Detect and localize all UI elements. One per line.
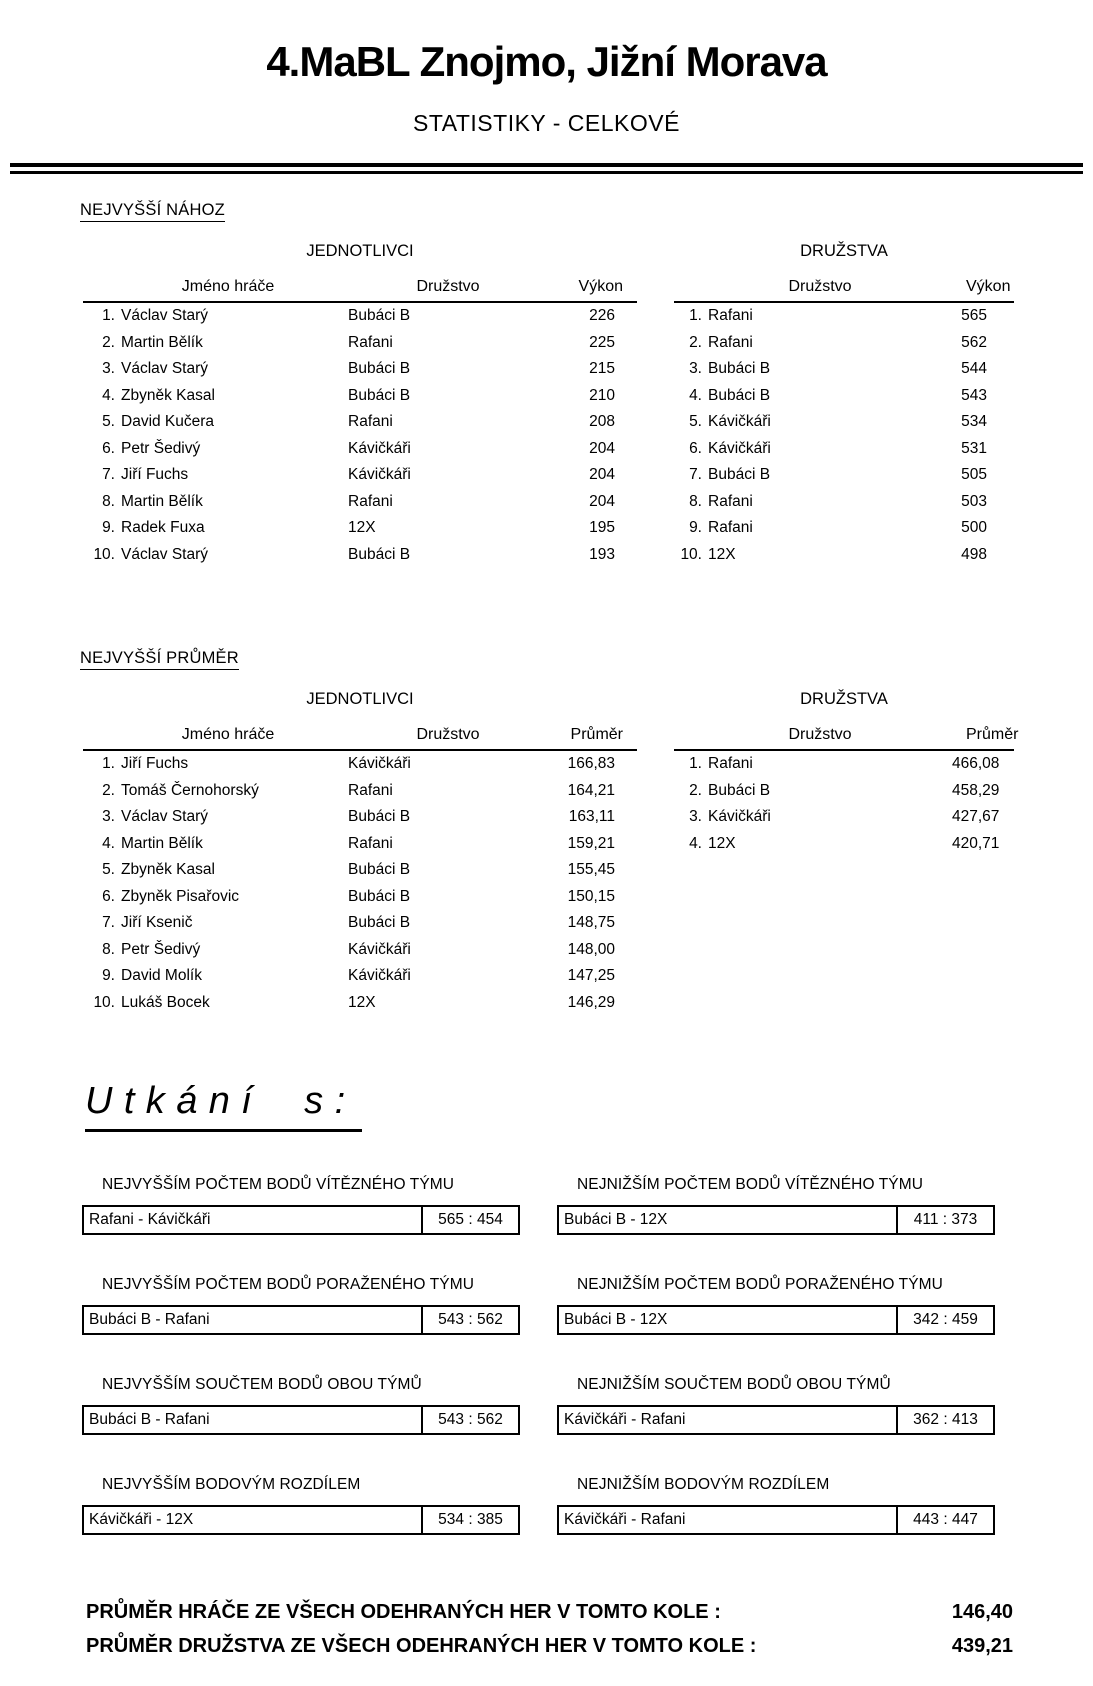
row-player-name: Václav Starý — [121, 360, 209, 378]
row-rank: 6. — [102, 887, 115, 905]
highest-score-tables — [83, 242, 1093, 568]
column-header-team: Družstvo — [788, 278, 852, 296]
row-rank: 4. — [689, 834, 702, 852]
row-rank: 4. — [689, 386, 702, 404]
row-rank: 9. — [102, 519, 115, 537]
match-stat-label: NEJNIŽŠÍM BODOVÝM ROZDÍLEM — [577, 1476, 830, 1494]
row-player-name: Václav Starý — [121, 545, 209, 563]
row-rank: 10. — [680, 545, 702, 563]
row-rank: 1. — [689, 755, 702, 773]
section-heading-highest-score: NEJVYŠŠÍ NÁHOZ — [80, 201, 225, 222]
row-score: 215 — [589, 360, 615, 378]
row-rank: 4. — [102, 386, 115, 404]
row-rank: 2. — [689, 333, 702, 351]
table-row — [83, 303, 637, 330]
row-score: 505 — [961, 466, 987, 484]
row-team: Rafani — [348, 781, 393, 799]
table-caption-teams: DRUŽSTVA — [800, 242, 888, 261]
row-player-name: Václav Starý — [121, 307, 209, 325]
match-stat-label: NEJNIŽŠÍM SOUČTEM BODŮ OBOU TÝMŮ — [577, 1376, 891, 1394]
row-average: 427,67 — [952, 808, 1000, 826]
table-row — [83, 383, 637, 410]
match-stat-item — [82, 1276, 557, 1335]
match-stat-box — [82, 1505, 520, 1535]
match-teams: Rafani - Kávičkáři — [89, 1211, 211, 1229]
row-team: Kávičkáři — [708, 439, 771, 457]
table-row — [674, 436, 1014, 463]
table-row — [83, 884, 637, 911]
row-team: Bubáci B — [348, 808, 411, 826]
row-team: Bubáci B — [348, 861, 411, 879]
page-subtitle: STATISTIKY - CELKOVÉ — [413, 110, 680, 137]
row-player-name: Zbyněk Kasal — [121, 386, 215, 404]
row-rank: 7. — [102, 914, 115, 932]
table-row — [674, 751, 1014, 778]
row-player-name: Tomáš Černohorský — [121, 781, 259, 799]
match-stat-label: NEJNIŽŠÍM POČTEM BODŮ PORAŽENÉHO TÝMU — [577, 1276, 943, 1294]
row-rank: 4. — [102, 834, 115, 852]
row-player-name: Jiří Fuchs — [121, 466, 189, 484]
row-rank: 9. — [102, 967, 115, 985]
row-player-name: Martin Bělík — [121, 834, 203, 852]
summary-line — [86, 1595, 1013, 1629]
match-stat-label: NEJNIŽŠÍM POČTEM BODŮ VÍTĚZNÉHO TÝMU — [577, 1176, 924, 1194]
match-stat-item — [82, 1476, 557, 1535]
row-player-name: Petr Šedivý — [121, 439, 201, 457]
row-player-name: David Molík — [121, 967, 202, 985]
row-rank: 10. — [93, 545, 115, 563]
row-rank: 8. — [102, 492, 115, 510]
row-rank: 9. — [689, 519, 702, 537]
row-average: 159,21 — [567, 834, 615, 852]
row-rank: 3. — [689, 808, 702, 826]
row-team: Bubáci B — [708, 386, 771, 404]
table-row — [674, 831, 1014, 858]
row-rank: 1. — [102, 755, 115, 773]
table-header-row — [674, 726, 1019, 751]
table-row — [674, 356, 1014, 383]
row-average: 466,08 — [952, 755, 1000, 773]
row-team: Bubáci B — [708, 781, 771, 799]
row-team: 12X — [708, 834, 736, 852]
table-body — [83, 303, 637, 568]
match-stat-item — [557, 1376, 995, 1435]
row-player-name: Jiří Ksenič — [121, 914, 193, 932]
table-row — [83, 542, 637, 569]
row-average: 163,11 — [568, 808, 615, 826]
match-stat-item — [557, 1476, 995, 1535]
row-average: 458,29 — [952, 781, 1000, 799]
column-header-team: Družstvo — [788, 726, 852, 744]
row-rank: 7. — [102, 466, 115, 484]
match-score: 543 : 562 — [421, 1407, 518, 1433]
column-header-team: Družstvo — [416, 278, 480, 296]
row-rank: 10. — [93, 993, 115, 1011]
match-teams: Bubáci B - Rafani — [89, 1311, 210, 1329]
match-score: 411 : 373 — [896, 1207, 993, 1233]
table-row — [83, 489, 637, 516]
highest-average-teams-table — [674, 690, 1019, 1016]
summary-value: 439,21 — [951, 1635, 1013, 1658]
table-row — [674, 303, 1014, 330]
row-player-name: Jiří Fuchs — [121, 755, 189, 773]
table-row — [83, 910, 637, 937]
row-team: Rafani — [348, 492, 393, 510]
page-title: 4.MaBL Znojmo, Jižní Morava — [266, 38, 827, 85]
table-row — [674, 409, 1014, 436]
match-teams: Kávičkáři - 12X — [89, 1511, 194, 1529]
row-rank: 7. — [689, 466, 702, 484]
row-rank: 5. — [102, 861, 115, 879]
table-caption-teams: DRUŽSTVA — [800, 690, 888, 709]
table-row — [83, 462, 637, 489]
row-team: 12X — [348, 519, 376, 537]
table-header-row — [674, 278, 1014, 303]
match-teams: Kávičkáři - Rafani — [564, 1511, 686, 1529]
match-stat-label: NEJVYŠŠÍM POČTEM BODŮ PORAŽENÉHO TÝMU — [102, 1276, 475, 1294]
section-heading-highest-average: NEJVYŠŠÍ PRŮMĚR — [80, 649, 239, 670]
table-row — [83, 990, 637, 1017]
highest-average-individuals-table — [83, 690, 637, 1016]
match-teams: Bubáci B - 12X — [564, 1211, 668, 1229]
row-team: Rafani — [708, 492, 753, 510]
row-rank: 5. — [689, 413, 702, 431]
row-player-name: Petr Šedivý — [121, 940, 201, 958]
match-score: 565 : 454 — [421, 1207, 518, 1233]
match-stat-item — [557, 1176, 995, 1235]
table-body — [674, 303, 1014, 568]
match-stat-box — [557, 1505, 995, 1535]
match-score: 543 : 562 — [421, 1307, 518, 1333]
row-rank: 2. — [102, 781, 115, 799]
row-team: Rafani — [348, 834, 393, 852]
table-caption-individuals: JEDNOTLIVCI — [306, 690, 414, 709]
table-row — [674, 330, 1014, 357]
match-score: 443 : 447 — [896, 1507, 993, 1533]
row-team: Bubáci B — [348, 887, 411, 905]
row-team: Bubáci B — [348, 545, 411, 563]
row-rank: 2. — [102, 333, 115, 351]
row-team: Kávičkáři — [708, 413, 771, 431]
table-row — [674, 542, 1014, 569]
row-team: Bubáci B — [708, 466, 771, 484]
row-score: 204 — [589, 492, 615, 510]
column-header-player-name: Jméno hráče — [181, 726, 275, 744]
column-header-team: Družstvo — [416, 726, 480, 744]
summary-line — [86, 1629, 1013, 1663]
section-heading-matches: Utkání s: — [85, 1080, 362, 1132]
table-header-row — [83, 278, 637, 303]
row-team: Kávičkáři — [348, 967, 411, 985]
highest-score-individuals-table — [83, 242, 637, 568]
row-score: 544 — [961, 360, 987, 378]
match-stats-grid — [82, 1176, 990, 1535]
match-stat-item — [82, 1376, 557, 1435]
row-rank: 1. — [102, 307, 115, 325]
row-average: 148,00 — [567, 940, 615, 958]
table-row — [674, 778, 1014, 805]
row-team: Bubáci B — [348, 914, 411, 932]
row-team: Kávičkáři — [348, 940, 411, 958]
match-score: 342 : 459 — [896, 1307, 993, 1333]
row-average: 148,75 — [567, 914, 615, 932]
row-team: Kávičkáři — [348, 439, 411, 457]
row-team: Rafani — [708, 755, 753, 773]
table-body — [83, 751, 637, 1016]
table-row — [83, 515, 637, 542]
match-stat-box — [82, 1305, 520, 1335]
table-row — [83, 857, 637, 884]
row-score: 225 — [589, 333, 615, 351]
table-row — [83, 356, 637, 383]
row-score: 543 — [961, 386, 987, 404]
row-rank: 6. — [102, 439, 115, 457]
highest-score-teams-table — [674, 242, 1014, 568]
match-stat-box — [82, 1405, 520, 1435]
table-row — [83, 937, 637, 964]
row-score: 498 — [961, 545, 987, 563]
row-player-name: Zbyněk Pisařovic — [121, 887, 240, 905]
row-team: Bubáci B — [348, 386, 411, 404]
row-score: 208 — [589, 413, 615, 431]
row-team: Rafani — [348, 413, 393, 431]
column-header-average: Průměr — [570, 726, 623, 744]
table-row — [83, 804, 637, 831]
row-player-name: Zbyněk Kasal — [121, 861, 215, 879]
row-average: 155,45 — [567, 861, 615, 879]
table-row — [83, 963, 637, 990]
summary-footer — [86, 1595, 1013, 1663]
table-row — [83, 330, 637, 357]
row-team: Rafani — [348, 333, 393, 351]
row-score: 534 — [961, 413, 987, 431]
row-player-name: Václav Starý — [121, 808, 209, 826]
row-team: Rafani — [708, 333, 753, 351]
match-stat-box — [557, 1405, 995, 1435]
row-player-name: Martin Bělík — [121, 492, 203, 510]
match-stat-label: NEJVYŠŠÍM POČTEM BODŮ VÍTĚZNÉHO TÝMU — [102, 1176, 455, 1194]
table-body — [674, 751, 1014, 857]
row-player-name: Martin Bělík — [121, 333, 203, 351]
double-rule-divider — [10, 163, 1083, 174]
row-rank: 5. — [102, 413, 115, 431]
table-row — [83, 831, 637, 858]
row-average: 146,29 — [567, 993, 615, 1011]
table-row — [83, 778, 637, 805]
summary-label: PRŮMĚR HRÁČE ZE VŠECH ODEHRANÝCH HER V TOMTO KOLE : — [86, 1601, 721, 1624]
column-header-average: Průměr — [966, 726, 1019, 744]
match-stat-item — [82, 1176, 557, 1235]
row-rank: 3. — [102, 808, 115, 826]
match-teams: Bubáci B - 12X — [564, 1311, 668, 1329]
column-header-score: Výkon — [966, 278, 1011, 296]
row-team: 12X — [708, 545, 736, 563]
row-score: 195 — [589, 519, 615, 537]
row-rank: 2. — [689, 781, 702, 799]
match-stat-box — [82, 1205, 520, 1235]
table-caption-individuals: JEDNOTLIVCI — [306, 242, 414, 261]
table-header-row — [83, 726, 637, 751]
row-score: 204 — [589, 439, 615, 457]
row-team: Rafani — [708, 519, 753, 537]
table-row — [83, 751, 637, 778]
table-row — [83, 436, 637, 463]
row-score: 500 — [961, 519, 987, 537]
row-player-name: David Kučera — [121, 413, 215, 431]
row-player-name: Radek Fuxa — [121, 519, 205, 537]
row-team: Bubáci B — [348, 360, 411, 378]
table-row — [674, 515, 1014, 542]
row-score: 565 — [961, 307, 987, 325]
column-header-score: Výkon — [578, 278, 623, 296]
row-score: 531 — [961, 439, 987, 457]
highest-average-tables — [83, 690, 1093, 1016]
row-team: Rafani — [708, 307, 753, 325]
row-team: Kávičkáři — [348, 466, 411, 484]
summary-value: 146,40 — [951, 1601, 1013, 1624]
row-score: 210 — [589, 386, 615, 404]
match-stat-item — [557, 1276, 995, 1335]
table-row — [674, 462, 1014, 489]
row-rank: 8. — [102, 940, 115, 958]
table-row — [674, 489, 1014, 516]
row-score: 193 — [589, 545, 615, 563]
row-average: 150,15 — [567, 887, 615, 905]
match-stat-box — [557, 1305, 995, 1335]
match-stat-box — [557, 1205, 995, 1235]
row-team: Kávičkáři — [708, 808, 771, 826]
row-rank: 3. — [102, 360, 115, 378]
row-score: 562 — [961, 333, 987, 351]
match-stat-label: NEJVYŠŠÍM SOUČTEM BODŮ OBOU TÝMŮ — [102, 1376, 422, 1394]
row-average: 420,71 — [952, 834, 1000, 852]
row-team: 12X — [348, 993, 376, 1011]
summary-label: PRŮMĚR DRUŽSTVA ZE VŠECH ODEHRANÝCH HER V TOMTO KOLE : — [86, 1635, 757, 1658]
table-row — [674, 804, 1014, 831]
match-score: 534 : 385 — [421, 1507, 518, 1533]
table-row — [83, 409, 637, 436]
row-team: Kávičkáři — [348, 755, 411, 773]
row-score: 204 — [589, 466, 615, 484]
match-teams: Bubáci B - Rafani — [89, 1411, 210, 1429]
match-score: 362 : 413 — [896, 1407, 993, 1433]
row-rank: 1. — [689, 307, 702, 325]
row-team: Bubáci B — [348, 307, 411, 325]
row-rank: 8. — [689, 492, 702, 510]
row-team: Bubáci B — [708, 360, 771, 378]
row-average: 166,83 — [567, 755, 615, 773]
row-score: 226 — [589, 307, 615, 325]
row-average: 164,21 — [567, 781, 615, 799]
row-rank: 3. — [689, 360, 702, 378]
table-row — [674, 383, 1014, 410]
row-score: 503 — [961, 492, 987, 510]
row-player-name: Lukáš Bocek — [121, 993, 210, 1011]
match-stat-label: NEJVYŠŠÍM BODOVÝM ROZDÍLEM — [102, 1476, 361, 1494]
row-average: 147,25 — [567, 967, 615, 985]
match-teams: Kávičkáři - Rafani — [564, 1411, 686, 1429]
column-header-player-name: Jméno hráče — [181, 278, 275, 296]
row-rank: 6. — [689, 439, 702, 457]
